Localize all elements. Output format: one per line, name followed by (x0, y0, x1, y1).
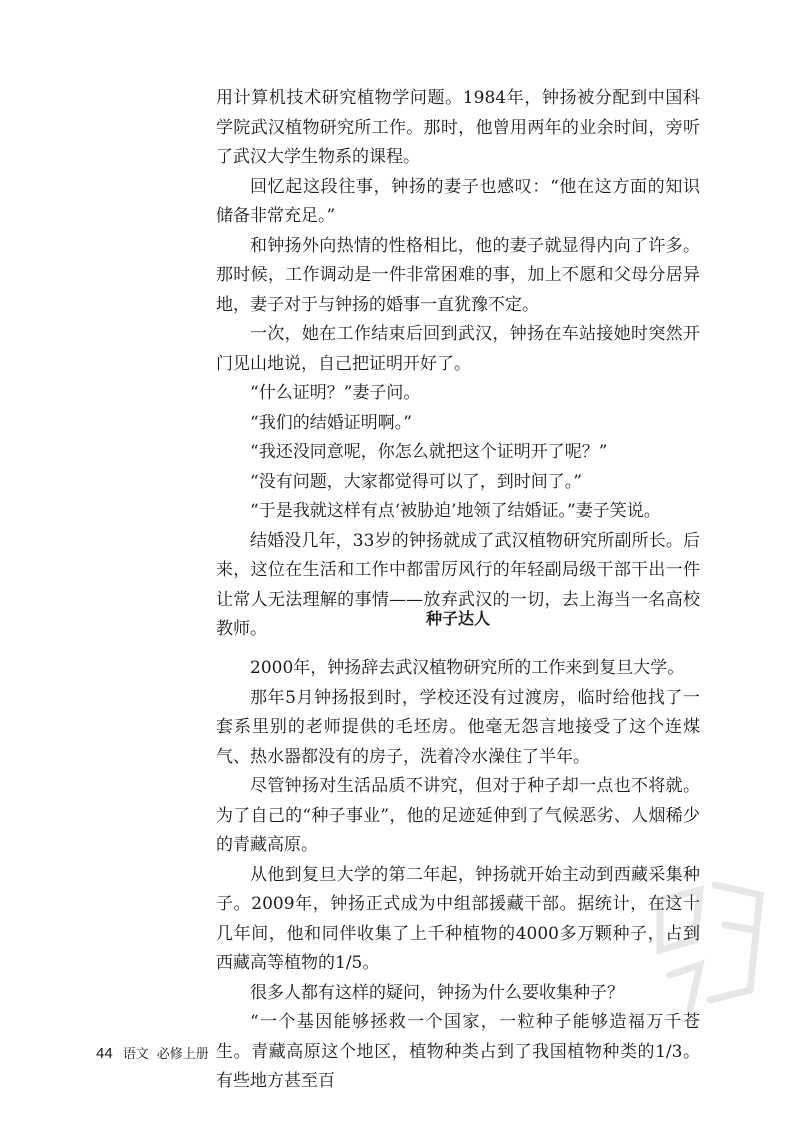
paragraph: 回忆起这段往事，钟扬的妻子也感叹：“他在这方面的知识储备非常充足。” (216, 176, 700, 226)
paragraph-continued: 用计算机技术研究植物学问题。1984年，钟扬被分配到中国科学院武汉植物研究所工作。那时，他曾用两年的业余时间，旁听了武汉大学生物系的课程。 (216, 88, 700, 167)
volume-title: 必修上册 (156, 1047, 209, 1062)
paragraph: 和钟扬外向热情的性格相比，他的妻子就显得内向了许多。那时候，工作调动是一件非常困难的事，加上不愿和父母分居异地，妻子对于与钟扬的婚事一直犹豫不定。 (216, 235, 700, 315)
paragraph: 很多人都有这样的疑问，钟扬为什么要收集种子？ (250, 982, 624, 1003)
paragraph: 从他到复旦大学的第二年起，钟扬就开始主动到西藏采集种子。2009年，钟扬正式成为中组部援藏干部。据统计，在这十几年间，他和同伴收集了上千种植物的4000多万颗种子，占到西藏高等植物的1/5。 (216, 864, 700, 973)
page-number: 44 (96, 1045, 113, 1062)
watermark-icon (640, 870, 780, 1020)
paragraph: 2000年，钟扬辞去武汉植物研究所的工作来到复旦大学。 (250, 658, 685, 678)
dialogue-line: “我们的结婚证明啊。” (250, 412, 412, 433)
dialogue-line: “于是我就这样有点‘被胁迫’地领了结婚证。”妻子笑说。 (250, 501, 661, 521)
section-heading: 种子达人 (425, 609, 490, 628)
dialogue-line: “没有问题，大家都觉得可以了，到时间了。” (250, 471, 582, 492)
paragraph: 尽管钟扬对生活品质不讲究，但对于种子却一点也不将就。为了自己的“种子事业”，他的足迹延伸到了气候恶劣、人烟稀少的青藏高原。 (216, 776, 700, 855)
book-title: 语文 (122, 1047, 149, 1062)
paragraph: 那年5月钟扬报到时，学校还没有过渡房，临时给他找了一套系里别的老师提供的毛坯房。他毫无怨言地接受了这个连煤气、热水器都没有的房子，洗着冷水澡住了半年。 (216, 687, 700, 767)
text-block-before-section (216, 84, 700, 645)
paragraph-continues: “一个基因能够拯救一个国家，一粒种子能够造福万千苍生。青藏高原这个地区，植物种类占到了我国植物种类的1/3。有些地方甚至百 (216, 1012, 700, 1091)
dialogue-line: “什么证明？”妻子问。 (250, 383, 421, 403)
paragraph: 一次，她在工作结束后回到武汉，钟扬在车站接她时突然开门见山地说，自己把证明开好了。 (216, 324, 700, 374)
text-block-after-section (216, 654, 700, 1097)
paragraph: 结婚没几年，33岁的钟扬就成了武汉植物研究所副所长。后来，这位在生活和工作中都雷厉风行的年轻副局级干部干出一件让常人无法理解的事情——放弃武汉的一切，去上海当一名高校教师。 (216, 530, 700, 639)
page-footer (96, 1044, 209, 1065)
dialogue-line: “我还没同意呢，你怎么就把这个证明开了呢？” (250, 442, 608, 462)
